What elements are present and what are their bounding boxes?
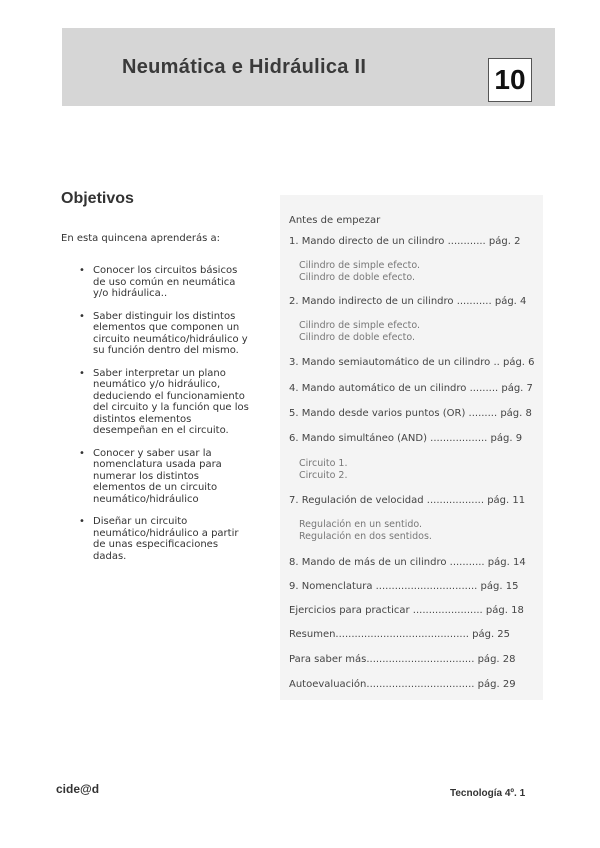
objective-text: Diseñar un circuito neumático/hidráulico a partir de unas especificaciones dadas. [93,516,239,562]
objective-item [79,368,249,437]
objective-item [79,448,249,506]
toc-item[interactable]: 8. Mando de más de un cilindro ........... pág. 14 [289,557,526,568]
objectives-list [79,265,249,573]
objective-text: Saber distinguir los distintos elementos que componen un circuito neumático/hidráulico y su función dentro del mismo. [93,310,248,356]
bullet-icon: • [79,265,85,276]
toc-item[interactable]: 6. Mando simultáneo (AND) .................. pág. 9 [289,433,523,444]
bullet-icon: • [79,367,85,379]
objective-text: Conocer y saber usar la nomenclatura usada para numerar los distintos elementos de un circuito neumático/hidráulico [93,447,222,505]
toc-item[interactable]: 3. Mando semiautomático de un cilindro .. pág. 6 [289,357,535,368]
toc-subitem: Circuito 2. [299,470,348,481]
toc-item[interactable]: 2. Mando indirecto de un cilindro ........... pág. 4 [289,296,527,307]
toc-item[interactable]: Ejercicios para practicar ...................... pág. 18 [289,605,524,616]
toc-subitem: Circuito 1. [299,458,348,469]
toc-subitem: Cilindro de doble efecto. [299,332,416,343]
page-title: Neumática e Hidráulica II [122,56,367,78]
bullet-icon: • [79,516,85,527]
toc-item[interactable]: Autoevaluación.................................. pág. 29 [289,679,516,690]
toc-subitem: Cilindro de doble efecto. [299,272,416,283]
toc-subitem: Cilindro de simple efecto. [299,320,421,331]
toc-item[interactable]: 9. Nomenclatura ................................ pág. 15 [289,581,519,592]
unit-number-badge: 10 [488,58,532,102]
objective-text: Saber interpretar un plano neumático y/o hidráulico, deduciendo el funcionamiento del circuito y la función que los distintos elementos desempeñan en el circuito. [93,367,249,436]
bullet-icon: • [79,447,85,459]
objective-item [79,265,249,300]
toc-item[interactable]: 5. Mando desde varios puntos (OR) ......... pág. 8 [289,408,532,419]
toc-item[interactable]: 4. Mando automático de un cilindro ......... pág. 7 [289,383,533,394]
toc-item[interactable]: Para saber más.................................. pág. 28 [289,654,516,665]
toc-heading: Antes de empezar [289,215,381,226]
toc-item[interactable]: 1. Mando directo de un cilindro ............ pág. 2 [289,236,521,247]
cidead-logo: cide@d [56,782,100,796]
bullet-icon: • [79,310,85,322]
objective-item [79,516,249,562]
toc-item[interactable]: 7. Regulación de velocidad .................. pág. 11 [289,495,526,506]
objectives-intro: En esta quincena aprenderás a: [61,233,221,244]
toc-item[interactable]: Resumen.......................................... pág. 25 [289,629,511,640]
toc-subitem: Regulación en dos sentidos. [299,531,432,542]
toc-subitem: Regulación en un sentido. [299,519,423,530]
objective-item [79,311,249,357]
objective-text: Conocer los circuitos básicos de uso común en neumática y/o hidráulica.. [93,265,238,299]
objectives-title: Objetivos [61,190,134,207]
toc-subitem: Cilindro de simple efecto. [299,260,421,271]
footer-page-label: Tecnología 4º. 1 [450,788,526,799]
